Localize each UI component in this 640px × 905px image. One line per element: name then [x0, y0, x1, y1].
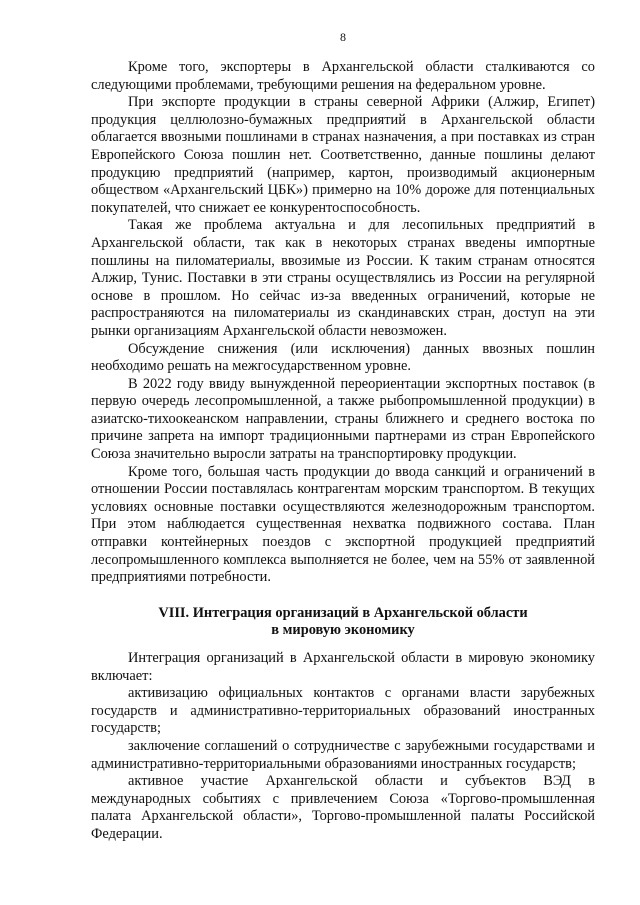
section-heading-line-1: VIII. Интеграция организаций в Архангельской области	[158, 604, 528, 621]
paragraph: Такая же проблема актуальна и для лесопильных предприятий в Архангельской области, так как в некоторых странах введены импортные пошлины на пиломатериалы, ввозимые из России. К таким странам относятся Алжир, Тунис. Поставки в эти страны осуществлялись из России на регулярной основе в прошлом. Но сейчас из-за введенных ограничений, которые не распространяются на пиломатериалы из скандинавских стран, доступ на эти рынки организациям Архангельской области невозможен.	[91, 217, 595, 339]
list-item: активное участие Архангельской области и субъектов ВЭД в международных событиях с привлечением Союза «Торгово-промышленная палата Архангельской области», Торгово-промышленной палаты Российской Федерации.	[91, 773, 595, 842]
paragraph: Кроме того, большая часть продукции до ввода санкций и ограничений в отношении России поставлялась контрагентам морским транспортом. В текущих условиях основные поставки осуществляются железнодорожным транспортом. При этом наблюдается существенная нехватка подвижного состава. План отправки контейнерных поездов с экспортной продукцией предприятий лесопромышленного комплекса выполняется не более, чем на 55% от заявленной предприятиями потребности.	[91, 463, 595, 586]
list-item: активизацию официальных контактов с органами власти зарубежных государств и административно-территориальных образований иностранных государств;	[91, 685, 595, 737]
page-number: 8	[340, 30, 346, 44]
paragraph: Обсуждение снижения (или исключения) данных ввозных пошлин необходимо решать на межгосударственном уровне.	[91, 340, 595, 375]
paragraph: Кроме того, экспортеры в Архангельской области сталкиваются со следующими проблемами, требующими решения на федеральном уровне.	[91, 59, 595, 93]
section-heading-line-2: в мировую экономику	[271, 622, 415, 639]
paragraph: Интеграция организаций в Архангельской области в мировую экономику включает:	[91, 650, 595, 684]
paragraph: При экспорте продукции в страны северной Африки (Алжир, Египет) продукция целлюлозно-бумажных предприятий в Архангельской области облагается ввозными пошлинами в странах назначения, а при поставках из стран Европейского Союза пошлин нет. Соответственно, данные пошлины делают продукцию предприятий (например, картон, производимый акционерным обществом «Архангельский ЦБК») примерно на 10% дороже для потенциальных покупателей, что снижает ее конкурентоспособность.	[91, 94, 595, 216]
list-item: заключение соглашений о сотрудничестве с зарубежными государствами и административно-территориальными образованиями иностранных государств;	[91, 737, 595, 772]
paragraph: В 2022 году ввиду вынужденной переориентации экспортных поставок (в первую очередь лесопромышленной, а также рыбопромышленной продукции) в азиатско-тихоокеанском направлении, страны ближнего и среднего востока по причине запрета на импорт традиционными партнерами из стран Европейского Союза значительно выросли затраты на транспортировку продукции.	[91, 375, 595, 463]
section-heading	[91, 605, 595, 640]
document-page	[91, 30, 595, 844]
